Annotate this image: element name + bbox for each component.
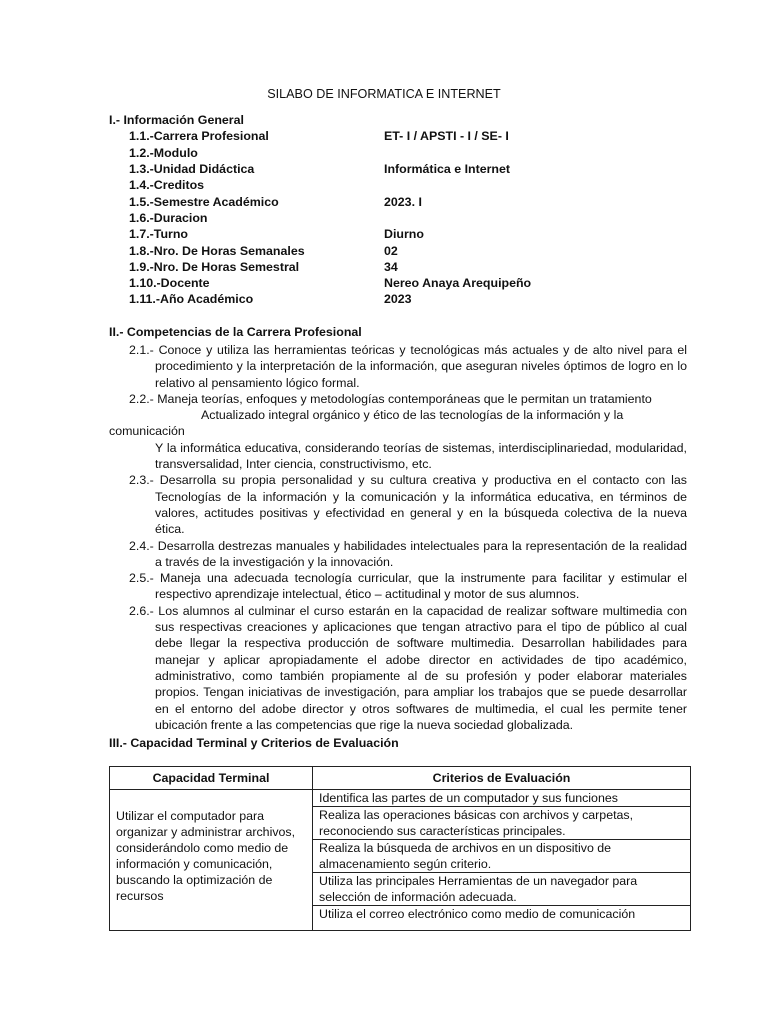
competency-2-2-line1: 2.2.- Maneja teorías, enfoques y metodologías contemporáneas que le permitan un tratamiento	[129, 391, 652, 406]
info-value: Nereo Anaya Arequipeño	[384, 276, 532, 290]
info-value: ET- I / APSTI - I / SE- I	[384, 129, 509, 143]
capacity-cell: Utilizar el computador para organizar y administrar archivos, considerándolo como medio de información y comunicación, buscando la optimización de recursos	[110, 790, 313, 931]
header-criteria: Criterios de Evaluación	[313, 767, 691, 790]
info-row	[129, 178, 689, 194]
competency-2-3: 2.3.- Desarrolla su propia personalidad y su cultura creativa y productiva en el contacto con las Tecnologías de la información y la comunicación y la informática educativa, en términos de valores, actitudes positivas y efectividad en general y en la búsqueda colectiva de la nueva ética.	[129, 473, 687, 537]
info-label: 1.11.-Año Académico	[129, 292, 254, 306]
document-title: SILABO DE INFORMATICA E INTERNET	[267, 87, 501, 101]
info-row	[129, 292, 689, 308]
criteria-cell: Identifica las partes de un computador y sus funciones	[313, 790, 691, 807]
info-value: 2023. I	[384, 195, 422, 209]
info-value: 34	[384, 260, 398, 274]
info-row	[129, 195, 689, 211]
info-row	[129, 129, 689, 145]
competency-2-2-line3: comunicación	[109, 424, 185, 439]
section-3-heading: III.- Capacidad Terminal y Criterios de Evaluación	[109, 736, 399, 750]
criteria-cell: Realiza la búsqueda de archivos en un dispositivo de almacenamiento según criterio.	[313, 840, 691, 873]
info-label: 1.1.-Carrera Profesional	[129, 129, 269, 143]
info-label: 1.5.-Semestre Académico	[129, 195, 279, 209]
info-value: 02	[384, 244, 398, 258]
info-row	[129, 162, 689, 178]
info-value: Informática e Internet	[384, 162, 510, 176]
info-label: 1.6.-Duracion	[129, 211, 208, 225]
competency-2-5: 2.5.- Maneja una adecuada tecnología curricular, que la instrumente para facilitar y estimular el respectivo aprendizaje intelectual, ético – actitudinal y motor de sus alumnos.	[129, 571, 687, 602]
competency-2-1: 2.1.- Conoce y utiliza las herramientas teóricas y tecnológicas más actuales y de alto nivel para el procedimiento y la interpretación de la información, que aseguran niveles óptimos de logro en lo relativo al pensamiento lógico formal.	[129, 343, 687, 390]
competency-2-2-line2: Actualizado integral orgánico y ético de las tecnologías de la información y la	[201, 408, 624, 423]
criteria-cell: Realiza las operaciones básicas con archivos y carpetas, reconociendo sus características principales.	[313, 807, 691, 840]
header-capacity: Capacidad Terminal	[110, 767, 313, 790]
info-label: 1.3.-Unidad Didáctica	[129, 162, 255, 176]
competencies-list	[109, 342, 687, 733]
info-label: 1.8.-Nro. De Horas Semanales	[129, 244, 305, 258]
info-row	[129, 276, 689, 292]
info-value: 2023	[384, 292, 412, 306]
info-row	[129, 211, 689, 227]
info-row	[129, 244, 689, 260]
competency-2-6: 2.6.- Los alumnos al culminar el curso estarán en la capacidad de realizar software multimedia con sus respectivas creaciones y aplicaciones que tengan atractivo para el tipo de público al cual debe llegar la respectiva producción de software multimedia. Desarrollan habilidades para manejar y aplicar apropiadamente el adobe director en actividades de tipo académico, administrativo, como también propiamente al de su profesión y poder elaborar materiales propios. Tengan iniciativas de investigación, para ampliar los trabajos que se puede desarrollar en el entorno del adobe director y otros softwares de multimedia, el cual les permite tener ubicación frente a las competencias que rige la nueva sociedad globalizada.	[129, 603, 687, 732]
info-row	[129, 227, 689, 243]
info-label: 1.4.-Creditos	[129, 178, 205, 192]
criteria-cell: Utiliza las principales Herramientas de un navegador para selección de información adecuada.	[313, 873, 691, 906]
info-label: 1.2.-Modulo	[129, 146, 198, 160]
section-2-heading: II.- Competencias de la Carrera Profesional	[109, 325, 362, 339]
competency-2-2-line4: Y la informática educativa, considerando teorías de sistemas, interdisciplinariedad, modularidad, transversalidad, Inter ciencia, constructivismo, etc.	[155, 440, 687, 472]
table-header-row	[110, 767, 691, 790]
capacity-criteria-table	[109, 766, 691, 931]
info-label: 1.7.-Turno	[129, 227, 188, 241]
competency-2-4: 2.4.- Desarrolla destrezas manuales y habilidades intelectuales para la representación de la realidad a través de la investigación y la innovación.	[129, 538, 687, 569]
info-row	[129, 260, 689, 276]
info-label: 1.10.-Docente	[129, 276, 210, 290]
info-label: 1.9.-Nro. De Horas Semestral	[129, 260, 300, 274]
criteria-cell: Utiliza el correo electrónico como medio de comunicación	[313, 906, 691, 931]
section-1-heading: I.- Información General	[109, 113, 244, 127]
info-value: Diurno	[384, 227, 424, 241]
table-row	[110, 790, 691, 807]
info-row	[129, 146, 689, 162]
